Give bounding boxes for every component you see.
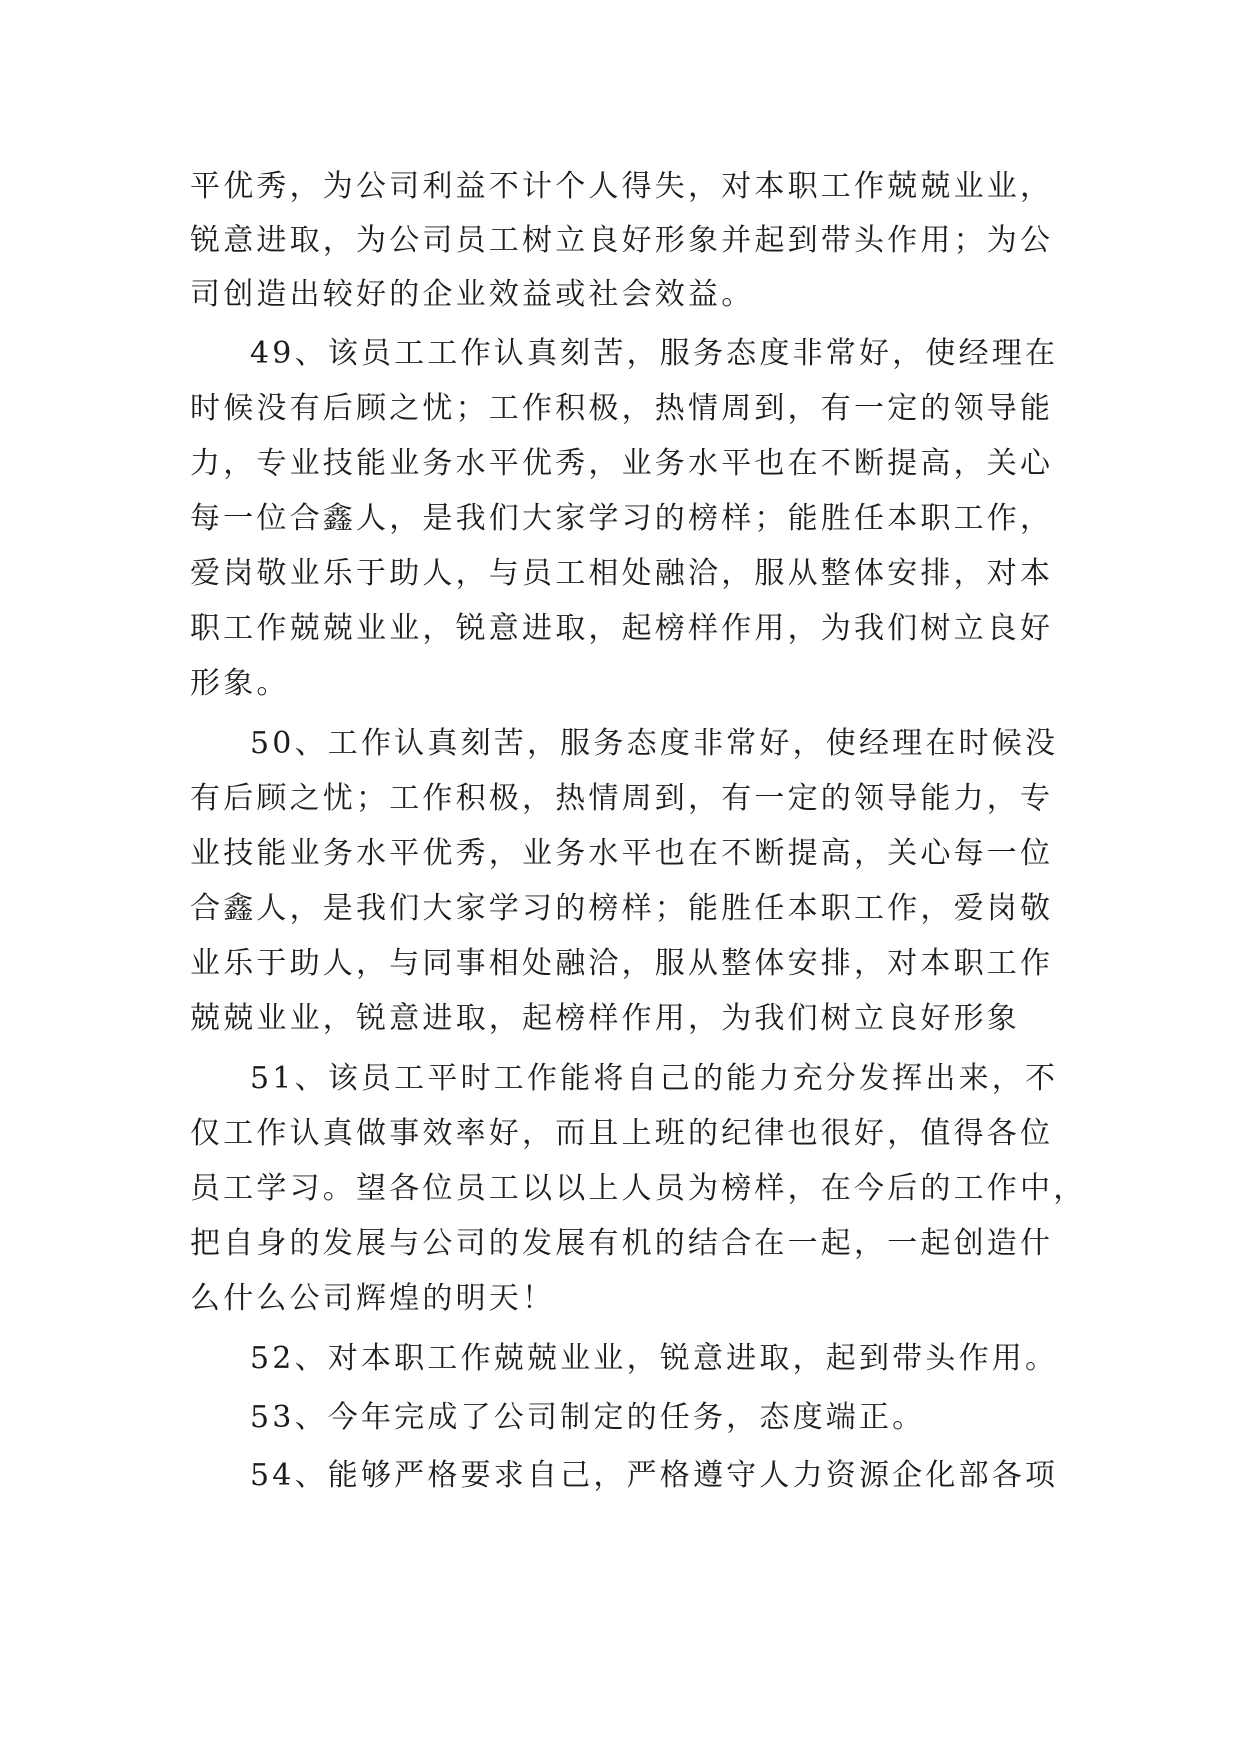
text-line: 平优秀，为公司利益不计个人得失，对本职工作兢兢业业， (190, 169, 1054, 204)
text-line: 么什么公司辉煌的明天！ (190, 1281, 556, 1316)
text-line: 每一位合鑫人，是我们大家学习的榜样；能胜任本职工作， (190, 501, 1054, 536)
text-line: 司创造出较好的企业效益或社会效益。 (190, 277, 755, 312)
text-line: 员工学习。望各位员工以以上人员为榜样，在今后的工作中， (190, 1171, 1087, 1206)
text-line: 52、对本职工作兢兢业业，锐意进取，起到带头作用。 (250, 1341, 1059, 1376)
text-line: 爱岗敬业乐于助人，与员工相处融洽，服从整体安排，对本 (190, 556, 1054, 591)
text-line: 职工作兢兢业业，锐意进取，起榜样作用，为我们树立良好 (190, 611, 1054, 646)
text-line: 业技能业务水平优秀，业务水平也在不断提高，关心每一位 (190, 836, 1054, 871)
text-line: 51、该员工平时工作能将自己的能力充分发挥出来，不 (250, 1061, 1059, 1096)
text-line: 合鑫人，是我们大家学习的榜样；能胜任本职工作，爱岗敬 (190, 891, 1054, 926)
text-line: 有后顾之忧；工作积极，热情周到，有一定的领导能力，专 (190, 781, 1054, 816)
text-line: 力，专业技能业务水平优秀，业务水平也在不断提高，关心 (190, 446, 1054, 481)
text-line: 把自身的发展与公司的发展有机的结合在一起，一起创造什 (190, 1226, 1054, 1261)
text-line: 仅工作认真做事效率好，而且上班的纪律也很好，值得各位 (190, 1116, 1054, 1151)
text-line: 时候没有后顾之忧；工作积极，热情周到，有一定的领导能 (190, 391, 1054, 426)
text-line: 50、工作认真刻苦，服务态度非常好，使经理在时候没 (250, 726, 1059, 761)
text-line: 53、今年完成了公司制定的任务，态度端正。 (250, 1400, 926, 1435)
text-line: 锐意进取，为公司员工树立良好形象并起到带头作用；为公 (190, 223, 1054, 258)
text-line: 业乐于助人，与同事相处融洽，服从整体安排，对本职工作 (190, 946, 1054, 981)
text-line: 形象。 (190, 666, 290, 701)
text-line: 49、该员工工作认真刻苦，服务态度非常好，使经理在 (250, 336, 1059, 371)
text-line: 兢兢业业，锐意进取，起榜样作用，为我们树立良好形象 (190, 1001, 1020, 1036)
text-line: 54、能够严格要求自己，严格遵守人力资源企化部各项 (250, 1458, 1059, 1493)
